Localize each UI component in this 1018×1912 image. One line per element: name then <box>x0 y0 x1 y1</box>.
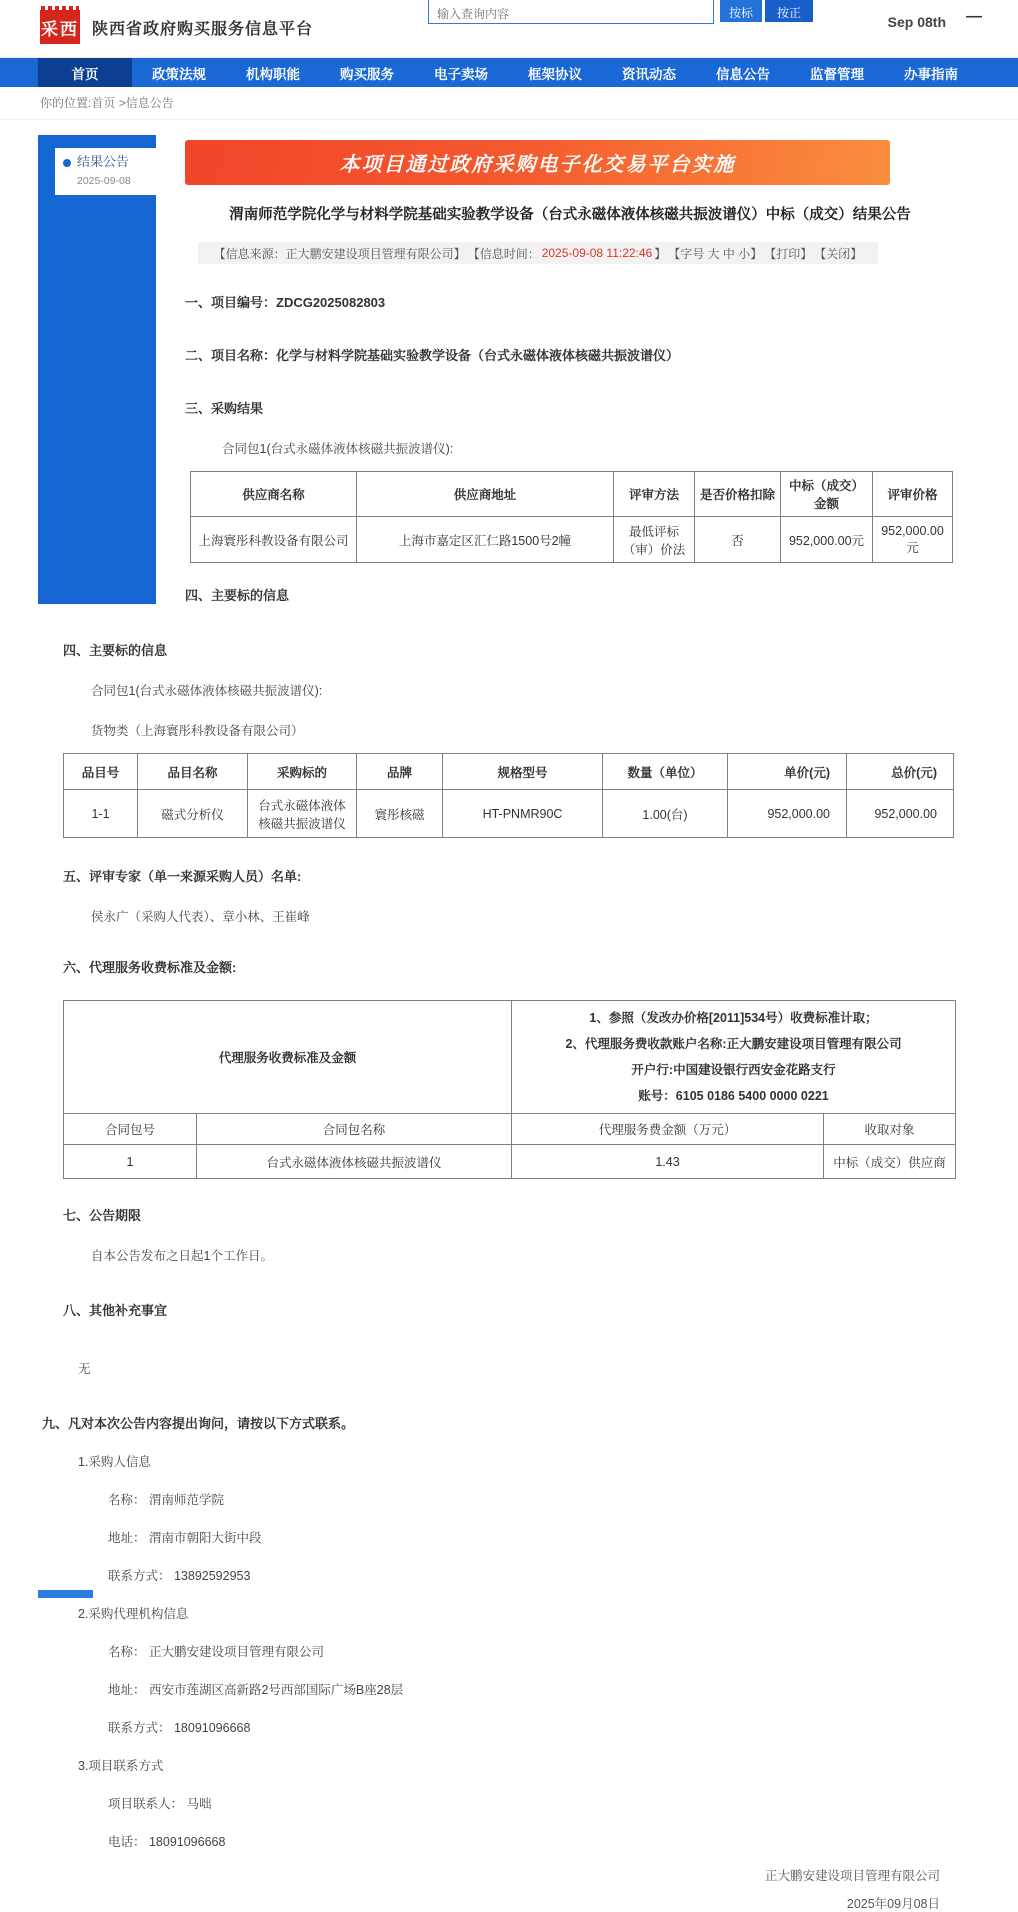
price-deduction-cell: 否 <box>695 517 781 563</box>
quantity-cell: 1.00(台) <box>603 790 728 838</box>
item-name-cell: 磁式分析仪 <box>138 790 248 838</box>
nav-item-news[interactable]: 资讯动态 <box>622 66 676 82</box>
col-header: 品目号 <box>64 754 138 790</box>
project-contact-title: 3.项目联系方式 <box>78 1759 164 1773</box>
col-header: 供应商名称 <box>191 472 357 517</box>
nav-item-guide[interactable]: 办事指南 <box>904 66 958 82</box>
article-column <box>185 135 955 604</box>
col-header: 合同包名称 <box>197 1114 512 1145</box>
site-header <box>0 0 1018 58</box>
section-5-heading: 五、评审专家（单一来源采购人员）名单: <box>63 869 302 884</box>
item-no-cell: 1-1 <box>64 790 138 838</box>
nav-item-supervision[interactable]: 监督管理 <box>810 66 864 82</box>
section-8-heading: 八、其他补充事宜 <box>63 1303 168 1318</box>
buyer-address: 地址： 渭南市朝阳大街中段 <box>108 1531 262 1545</box>
sidebar-tab-date: 2025-09-08 <box>77 175 131 187</box>
package-name-cell: 台式永磁体液体核磁共振波谱仪 <box>197 1145 512 1179</box>
signature-date: 2025年09月08日 <box>846 1897 940 1911</box>
agency-name: 名称： 正大鹏安建设项目管理有限公司 <box>108 1645 324 1659</box>
buyer-phone: 联系方式： 13892592953 <box>108 1569 251 1583</box>
agency-address: 地址： 西安市莲湖区高新路2号西部国际广场B座28层 <box>108 1683 404 1697</box>
section-7-body: 自本公告发布之日起1个工作日。 <box>91 1249 273 1263</box>
article-meta-bar <box>198 242 878 264</box>
site-logo-icon <box>40 10 80 44</box>
close-button[interactable]: 【关闭】 <box>814 246 863 261</box>
sidebar-tab-label: 结果公告 <box>77 154 130 169</box>
content-panel <box>38 135 955 604</box>
col-header: 数量（单位） <box>603 754 728 790</box>
project-contact-phone: 电话： 18091096668 <box>108 1835 226 1849</box>
sidebar-item-result-announcement[interactable] <box>55 148 156 195</box>
col-header: 品牌 <box>357 754 443 790</box>
fee-standard-label-cell: 代理服务收费标准及金额 <box>64 1001 512 1114</box>
col-header: 采购标的 <box>248 754 357 790</box>
table-header-row <box>64 1114 956 1145</box>
breadcrumb <box>0 87 1018 120</box>
section-3-package-line: 合同包1(台式永磁体液体核磁共振波谱仪): <box>222 442 454 456</box>
review-price-cell: 952,000.00元 <box>873 517 953 563</box>
site-title: 陕西省政府购买服务信息平台 <box>92 20 314 38</box>
col-header: 中标（成交）金额 <box>781 472 873 517</box>
platform-banner: 本项目通过政府采购电子化交易平台实施 <box>185 140 890 185</box>
section-6-heading: 六、代理服务收费标准及金额: <box>63 960 237 975</box>
col-header: 是否价格扣除 <box>695 472 781 517</box>
meta-source: 【信息来源：正大鹏安建设项目管理有限公司】 <box>213 246 466 261</box>
item-detail-table <box>63 753 954 838</box>
col-header: 规格型号 <box>443 754 603 790</box>
meta-time-prefix: 【信息时间： <box>467 246 540 261</box>
fee-standard-notes-cell <box>512 1001 956 1114</box>
footer-strip <box>38 1590 93 1598</box>
breadcrumb-separator: > <box>115 96 126 110</box>
search-by-fulltext-button[interactable]: 按正文 <box>765 0 813 22</box>
nav-item-purchase-services[interactable]: 购买服务 <box>340 66 394 82</box>
table-header-row <box>64 754 954 790</box>
supplier-address-cell: 上海市嘉定区汇仁路1500号2幢 <box>357 517 614 563</box>
col-header: 单价(元) <box>728 754 847 790</box>
nav-item-announcements[interactable]: 信息公告 <box>716 66 770 82</box>
supplier-name-cell: 上海寰彤科教设备有限公司 <box>191 517 357 563</box>
col-header: 合同包号 <box>64 1114 197 1145</box>
signature-block <box>63 1866 955 1912</box>
section-1-heading: 一、项目编号：ZDCG2025082803 <box>185 295 386 310</box>
supplier-result-table <box>190 471 953 563</box>
brand-cell: 寰彤核磁 <box>357 790 443 838</box>
header-date: Sep 08th <box>887 14 946 30</box>
section-2-heading: 二、项目名称：化学与材料学院基础实验教学设备（台式永磁体液体核磁共振波谱仪） <box>185 348 680 363</box>
fee-note-line: 1、参照（发改办价格[2011]534号）收费标准计取； <box>589 1011 878 1025</box>
award-amount-cell: 952,000.00元 <box>781 517 873 563</box>
table-row <box>64 790 954 838</box>
project-contact-person: 项目联系人： 马咄 <box>108 1797 212 1811</box>
section-7-heading: 七、公告期限 <box>63 1208 142 1223</box>
brand <box>40 10 313 44</box>
bullet-dot-icon <box>63 159 71 167</box>
page-title: 渭南师范学院化学与材料学院基础实验教学设备（台式永磁体液体核磁共振波谱仪）中标（成交）结果公告 <box>229 207 911 223</box>
section-9-heading: 九、凡对本次公告内容提出询问，请按以下方式联系。 <box>42 1416 355 1431</box>
section-4-heading-panel: 四、主要标的信息 <box>185 588 290 603</box>
buyer-name: 名称： 渭南师范学院 <box>108 1493 224 1507</box>
col-header: 收取对象 <box>824 1114 956 1145</box>
section-4-package-line: 合同包1(台式永磁体液体核磁共振波谱仪): <box>91 684 323 698</box>
sidebar <box>38 135 156 604</box>
breadcrumb-home-link[interactable]: 首页 <box>91 96 116 110</box>
col-header: 品目名称 <box>138 754 248 790</box>
breadcrumb-prefix: 你的位置: <box>40 96 92 110</box>
review-method-cell: 最低评标（审）价法 <box>614 517 695 563</box>
col-header: 代理服务费金额（万元） <box>512 1114 824 1145</box>
table-row <box>64 1145 956 1179</box>
fee-payer-cell: 中标（成交）供应商 <box>824 1145 956 1179</box>
table-header-row <box>191 472 953 517</box>
agency-info-title: 2.采购代理机构信息 <box>78 1607 189 1621</box>
table-row <box>191 517 953 563</box>
section-8-body: 无 <box>78 1362 91 1376</box>
col-header: 评审方法 <box>614 472 695 517</box>
nav-item-e-marketplace[interactable]: 电子卖场 <box>434 66 488 82</box>
meta-time-value: 2025-09-08 11:22:46 <box>541 246 653 260</box>
section-4-heading: 四、主要标的信息 <box>63 643 168 658</box>
nav-item-framework-agreement[interactable]: 框架协议 <box>528 66 582 82</box>
search-input[interactable] <box>428 0 714 24</box>
lower-content <box>42 640 955 1912</box>
section-4-category-line: 货物类（上海寰彤科教设备有限公司） <box>91 724 304 738</box>
signature-company: 正大鹏安建设项目管理有限公司 <box>764 1869 940 1883</box>
print-button[interactable]: 【打印】 <box>764 246 813 261</box>
nav-item-home[interactable]: 首页 <box>38 58 132 87</box>
buyer-info-title: 1.采购人信息 <box>78 1455 151 1469</box>
col-header: 评审价格 <box>873 472 953 517</box>
fee-note-line: 开户行:中国建设银行西安金花路支行 <box>631 1063 836 1077</box>
section-5-experts: 侯永广（采购人代表）、章小林、王崔峰 <box>91 910 310 924</box>
procurement-subject-cell: 台式永磁体液体核磁共振波谱仪 <box>248 790 357 838</box>
meta-fontsize-controls[interactable]: 【字号 大 中 小】 <box>668 246 763 261</box>
agency-phone: 联系方式： 18091096668 <box>108 1721 251 1735</box>
contact-info <box>63 1452 955 1850</box>
col-header: 供应商地址 <box>357 472 614 517</box>
total-price-cell: 952,000.00 <box>847 790 954 838</box>
package-no-cell: 1 <box>64 1145 197 1179</box>
logo-text: 采西 <box>41 19 79 39</box>
fee-amount-cell: 1.43 <box>512 1145 824 1179</box>
col-header: 总价(元) <box>847 754 954 790</box>
meta-time-suffix: 】 <box>654 246 667 261</box>
fee-note-line: 账号：6105 0186 5400 0000 0221 <box>638 1089 829 1103</box>
unit-price-cell: 952,000.00 <box>728 790 847 838</box>
main-nav <box>0 58 1018 87</box>
section-3-heading: 三、采购结果 <box>185 401 264 416</box>
nav-item-functions[interactable]: 机构职能 <box>246 66 300 82</box>
collapse-dash-icon[interactable]: — <box>966 8 982 25</box>
fee-merged-row <box>64 1001 956 1114</box>
model-cell: HT-PNMR90C <box>443 790 603 838</box>
breadcrumb-current[interactable]: 信息公告 <box>125 96 174 110</box>
search-by-title-button[interactable]: 按标题 <box>720 0 762 22</box>
fee-note-line: 2、代理服务费收款账户名称:正大鹏安建设项目管理有限公司 <box>565 1037 902 1051</box>
nav-item-policies[interactable]: 政策法规 <box>152 66 206 82</box>
agency-fee-table <box>63 1000 956 1179</box>
